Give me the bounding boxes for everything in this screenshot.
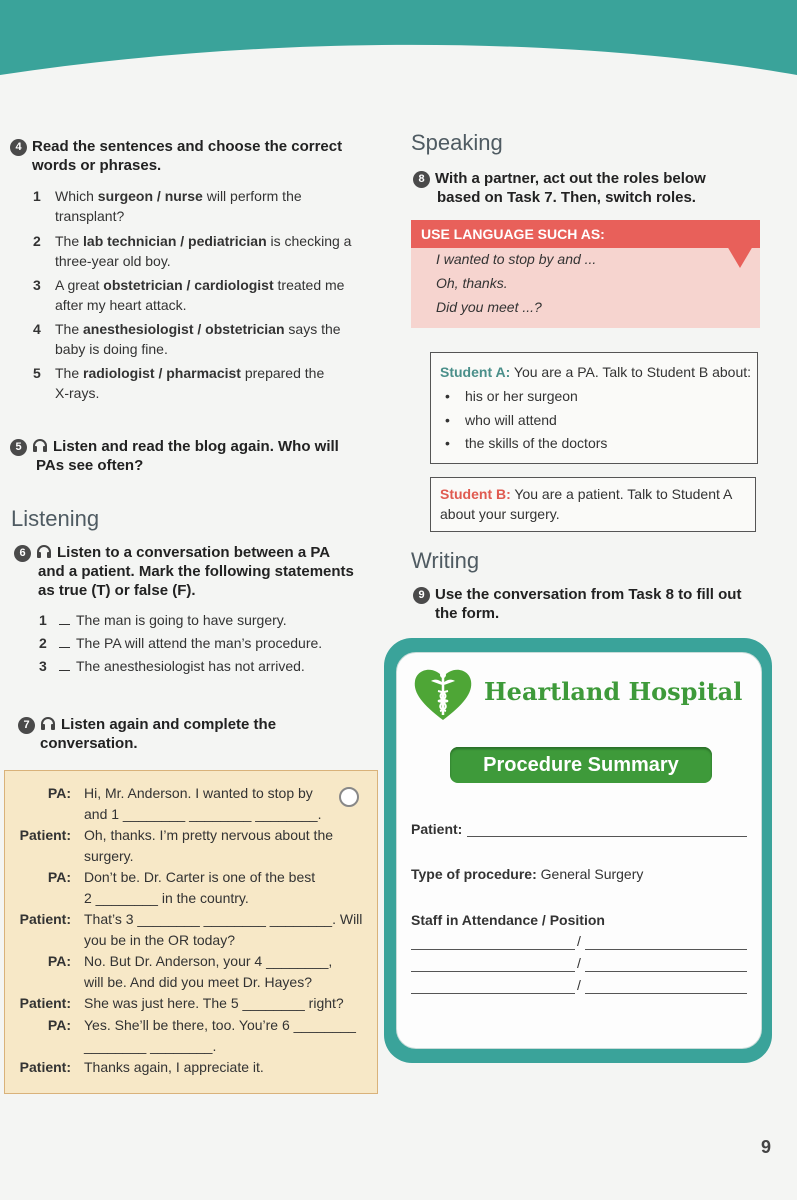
dialogue-line: Oh, thanks. I’m pretty nervous about the: [84, 827, 334, 843]
speaking-heading: Speaking: [411, 130, 503, 155]
sentence-text: X-rays.: [55, 385, 100, 401]
staff-name-field[interactable]: [411, 971, 575, 972]
student-a-box: [430, 352, 758, 464]
dialogue-line: 2 ________ in the country.: [84, 890, 249, 906]
speaker-label: Patient:: [19, 1059, 71, 1075]
language-box: [411, 220, 760, 328]
sentence-text: baby is doing fine.: [55, 341, 168, 357]
task6-item: [39, 634, 379, 654]
item-text: [55, 276, 344, 314]
dialogue-line: No. But Dr. Anderson, your 4 ________,: [84, 953, 333, 969]
sentence-text: prepared the: [240, 365, 325, 381]
patient-field[interactable]: [467, 836, 747, 837]
task9-title: 9 Use the conversation from Task 8 to fill out: [413, 585, 741, 604]
statement-text: The anesthesiologist has not arrived.: [76, 658, 305, 674]
item-text: [55, 364, 324, 402]
item-number: 2: [33, 233, 41, 249]
item-text: [55, 187, 302, 225]
task8-title-line2: based on Task 7. Then, switch roles.: [437, 189, 696, 206]
staff-position-field[interactable]: [585, 993, 747, 994]
speaker-label: PA:: [47, 953, 71, 969]
sentence-text: A great: [55, 277, 104, 293]
sentence-text: is checking a: [266, 233, 352, 249]
task4-item: [33, 276, 373, 316]
student-b-label: Student B:: [440, 486, 511, 502]
item-number: 3: [39, 658, 47, 674]
item-text: [59, 611, 287, 629]
dialogue-line: Thanks again, I appreciate it.: [84, 1059, 264, 1075]
dialogue-line: you be in the OR today?: [84, 932, 235, 948]
procedure-summary-banner: Procedure Summary: [450, 747, 712, 783]
dialogue-line: Yes. She’ll be there, too. You’re 6 ________: [84, 1017, 356, 1033]
slash: /: [577, 955, 581, 971]
student-a-bullet: • the skills of the doctors: [465, 435, 607, 451]
language-line: Did you meet ...?: [436, 299, 542, 315]
procedure-row: [411, 866, 643, 882]
task-number: 4: [10, 139, 27, 156]
procedure-value: General Surgery: [536, 866, 644, 882]
task7-title: 7 Listen again and complete the: [18, 715, 276, 734]
task4-item: [33, 364, 373, 404]
task6-title-line3: as true (T) or false (F).: [38, 582, 196, 599]
word-choice[interactable]: obstetrician / cardiologist: [103, 277, 274, 293]
sentence-text: The: [55, 365, 84, 381]
speaker-label: Patient:: [19, 911, 71, 927]
staff-label: Staff in Attendance / Position: [411, 912, 605, 928]
sentence-text: will perform the: [202, 188, 302, 204]
dialogue-line: ________ ________.: [84, 1038, 217, 1054]
sentence-text: Which: [55, 188, 98, 204]
sentence-text: three-year old boy.: [55, 253, 171, 269]
slash: /: [577, 977, 581, 993]
sentence-text: says the: [284, 321, 341, 337]
sentence-text: The: [55, 233, 84, 249]
language-line: Oh, thanks.: [436, 275, 508, 291]
patient-label: Patient:: [411, 821, 463, 837]
task6-item: [39, 657, 379, 677]
dialogue-line: will be. And did you meet Dr. Hayes?: [84, 974, 313, 990]
item-number: 1: [33, 188, 41, 204]
speaker-label: Patient:: [19, 827, 71, 843]
task-number: 8: [413, 171, 430, 188]
word-choice[interactable]: lab technician / pediatrician: [83, 233, 267, 249]
slash: /: [577, 933, 581, 949]
item-text: [59, 634, 322, 652]
task-number: 5: [10, 439, 27, 456]
student-b-box: [430, 477, 756, 532]
word-choice[interactable]: surgeon / nurse: [97, 188, 203, 204]
headphones-icon: [36, 544, 52, 558]
student-b-text: Student B: You are a patient. Talk to Student A: [440, 486, 733, 502]
task4-item: [33, 187, 373, 227]
dialogue-line: and 1 ________ ________ ________.: [84, 806, 322, 822]
sentence-text: The: [55, 321, 84, 337]
dialogue-line: Hi, Mr. Anderson. I wanted to stop by: [84, 785, 313, 801]
headphones-icon: [40, 716, 56, 730]
statement-text: The man is going to have surgery.: [76, 612, 287, 628]
language-line: I wanted to stop by and ...: [436, 251, 597, 267]
student-a-text: Student A: You are a PA. Talk to Student B about:: [440, 364, 752, 380]
item-text: [55, 232, 351, 270]
dialogue-line: She was just here. The 5 ________ right?: [84, 995, 344, 1011]
task6-item: [39, 611, 379, 631]
item-number: 1: [39, 612, 47, 628]
task7-title-line2: conversation.: [40, 735, 138, 752]
student-b-text-line2: about your surgery.: [440, 506, 560, 522]
paper-hole: [339, 787, 359, 807]
task4-item: [33, 232, 373, 272]
staff-name-field[interactable]: [411, 993, 575, 994]
task-number: 9: [413, 587, 430, 604]
item-text: [55, 320, 341, 358]
student-a-bullet: • his or her surgeon: [465, 388, 578, 404]
task4-title: 4 Read the sentences and choose the correct: [10, 137, 342, 156]
task4-title-line2: words or phrases.: [32, 157, 162, 174]
dialogue-line: surgery.: [84, 848, 134, 864]
true-false-blank[interactable]: [59, 612, 70, 625]
task6-title: 6 Listen to a conversation between a PA: [14, 543, 330, 562]
task5-title-line2: PAs see often?: [36, 457, 144, 474]
speech-tail-icon: [727, 246, 753, 268]
staff-position-field[interactable]: [585, 971, 747, 972]
statement-text: The PA will attend the man’s procedure.: [76, 635, 323, 651]
procedure-form: [396, 652, 762, 1049]
staff-position-field[interactable]: [585, 949, 747, 950]
heart-caduceus-logo-icon: [413, 665, 473, 723]
sentence-text: treated me: [273, 277, 345, 293]
speaker-label: Patient:: [19, 995, 71, 1011]
sentence-text: transplant?: [55, 208, 125, 224]
listening-heading: Listening: [11, 506, 100, 531]
writing-heading: Writing: [411, 548, 480, 573]
task9-title-line2: the form.: [435, 605, 500, 622]
task8-title: 8 With a partner, act out the roles below: [413, 169, 706, 188]
conversation-card: [4, 770, 378, 1094]
item-number: 2: [39, 635, 47, 651]
hospital-name: Heartland Hospital: [484, 677, 743, 706]
header-band: [0, 0, 797, 80]
task6-title-line2: and a patient. Mark the following statements: [38, 563, 354, 580]
item-number: 3: [33, 277, 41, 293]
dialogue-line: Don’t be. Dr. Carter is one of the best: [84, 869, 316, 885]
true-false-blank[interactable]: [59, 658, 70, 671]
task5-title: 5 Listen and read the blog again. Who will: [10, 437, 339, 456]
student-a-bullet: • who will attend: [465, 412, 557, 428]
language-box-heading: USE LANGUAGE SUCH AS:: [411, 220, 760, 248]
procedure-label: Type of procedure:: [411, 866, 537, 882]
item-text: [59, 657, 305, 675]
task-number: 7: [18, 717, 35, 734]
speaker-label: PA:: [47, 1017, 71, 1033]
sentence-text: after my heart attack.: [55, 297, 187, 313]
student-a-label: Student A:: [440, 364, 511, 380]
task4-item: [33, 320, 373, 360]
true-false-blank[interactable]: [59, 635, 70, 648]
word-choice[interactable]: anesthesiologist / obstetrician: [83, 321, 285, 337]
dialogue-line: That’s 3 ________ ________ ________. Will: [84, 911, 363, 927]
item-number: 4: [33, 321, 41, 337]
task-number: 6: [14, 545, 31, 562]
word-choice[interactable]: radiologist / pharmacist: [83, 365, 241, 381]
page-number: 9: [761, 1137, 772, 1157]
speaker-label: PA:: [47, 869, 71, 885]
headphones-icon: [32, 438, 48, 452]
item-number: 5: [33, 365, 41, 381]
staff-name-field[interactable]: [411, 949, 575, 950]
speaker-label: PA:: [47, 785, 71, 801]
